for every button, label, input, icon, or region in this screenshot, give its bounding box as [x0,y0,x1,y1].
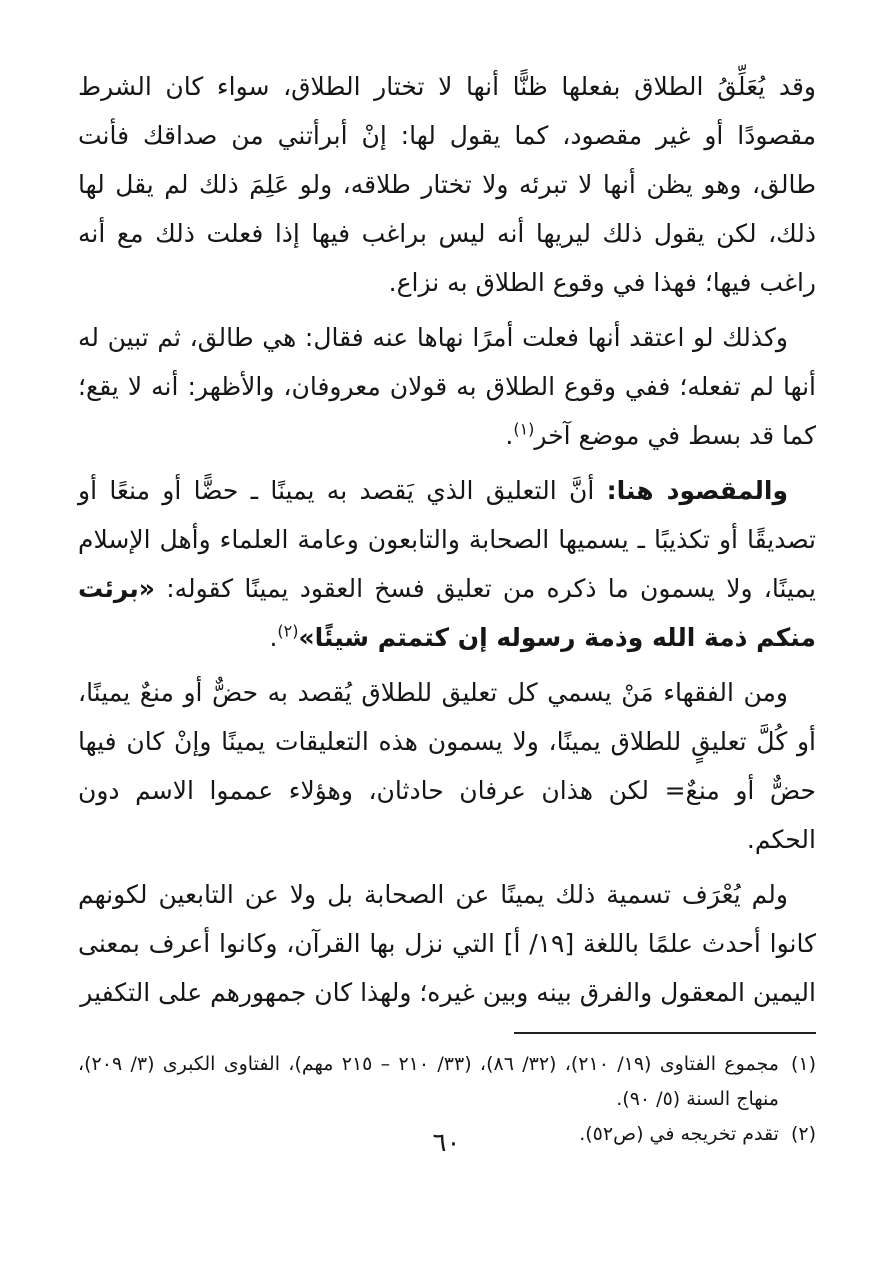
paragraph-3 [78,466,816,662]
page-number: ٦٠ [432,1128,461,1158]
paragraph-3-text: أنَّ التعليق الذي يَقصد به يمينًا ـ حضًّا أو منعًا أو تصديقًا أو تكذيبًا ـ يسميها الصحابة والتابعون وعامة العلماء وأهل الإسلام يمينًا، ولا يسمون ما ذكره من تعليق فسخ العقود يمينًا كقوله: [78,476,816,603]
footnote-1 [78,1047,816,1117]
hadith-quote: «برئت منكم ذمة الله وذمة رسوله إن كتمتم شيئًا» [78,574,816,652]
paragraph-2-end: . [505,421,514,450]
paragraph-5-text: ولم يُعْرَف تسمية ذلك يمينًا عن الصحابة بل ولا عن التابعين لكونهم كانوا أحدث علمًا باللغة [١٩/ أ] التي نزل بها القرآن، وكانوا أعرف بمعنى اليمين المعقول والفرق بينه وبين غيره؛ ولهذا كان جمهورهم على التكفير [78,880,816,1007]
paragraph-1-text: وقد يُعَلِّقُ الطلاق بفعلها ظنًّا أنها لا تختار الطلاق، سواء كان الشرط مقصودًا أو غير مقصود، كما يقول لها: إنْ أبرأتني من صداقك فأنت طالق، وهو يظن أنها لا تبرئه ولا تختار طلاقه، ولو عَلِمَ ذلك لم يقل لها ذلك، لكن يقول ذلك ليريها أنه ليس براغب فيها إذا فعلت ذلك مع أنه راغب فيها؛ فهذا في وقوع الطلاق به نزاع. [78,72,816,297]
paragraph-2 [78,313,816,460]
paragraph-3-end: . [269,623,278,652]
paragraph-2-text: وكذلك لو اعتقد أنها فعلت أمرًا نهاها عنه فقال: هي طالق، ثم تبين له أنها لم تفعله؛ ففي وقوع الطلاق به قولان معروفان، والأظهر: أنه لا يقع؛ كما قد بسط في موضع آخر [78,323,816,450]
footnote-ref-2: (٢) [277,621,299,641]
paragraph-4-text: ومن الفقهاء مَنْ يسمي كل تعليق للطلاق يُقصد به حضٌّ أو منعٌ يمينًا، أو كُلَّ تعليقٍ للطلاق يمينًا، ولا يسمون هذه التعليقات يمينًا وإنْ كان فيها حضٌّ أو منعٌ= لكن هذان عرفان حادثان، وهؤلاء عمموا الاسم دون الحكم. [78,678,816,854]
footnote-separator [514,1032,816,1034]
footnote-1-number: (١) [790,1053,816,1075]
footnote-ref-1: (١) [513,419,535,439]
footnote-1-text: مجموع الفتاوى (١٩/ ٢١٠)، (٣٢/ ٨٦)، (٣٣/ ٢١٠ – ٢١٥ مهم)، الفتاوى الكبرى (٣/ ٢٠٩)، منهاج السنة (٥/ ٩٠). [78,1053,779,1110]
paragraph-4 [78,668,816,864]
book-page [78,62,816,1262]
footnote-2-text: تقدم تخريجه في (ص٥٢). [579,1123,779,1145]
paragraph-5 [78,870,816,1017]
footnote-2-number: (٢) [790,1123,816,1145]
paragraph-3-lead: والمقصود هنا: [606,476,789,505]
paragraph-1 [78,62,816,307]
